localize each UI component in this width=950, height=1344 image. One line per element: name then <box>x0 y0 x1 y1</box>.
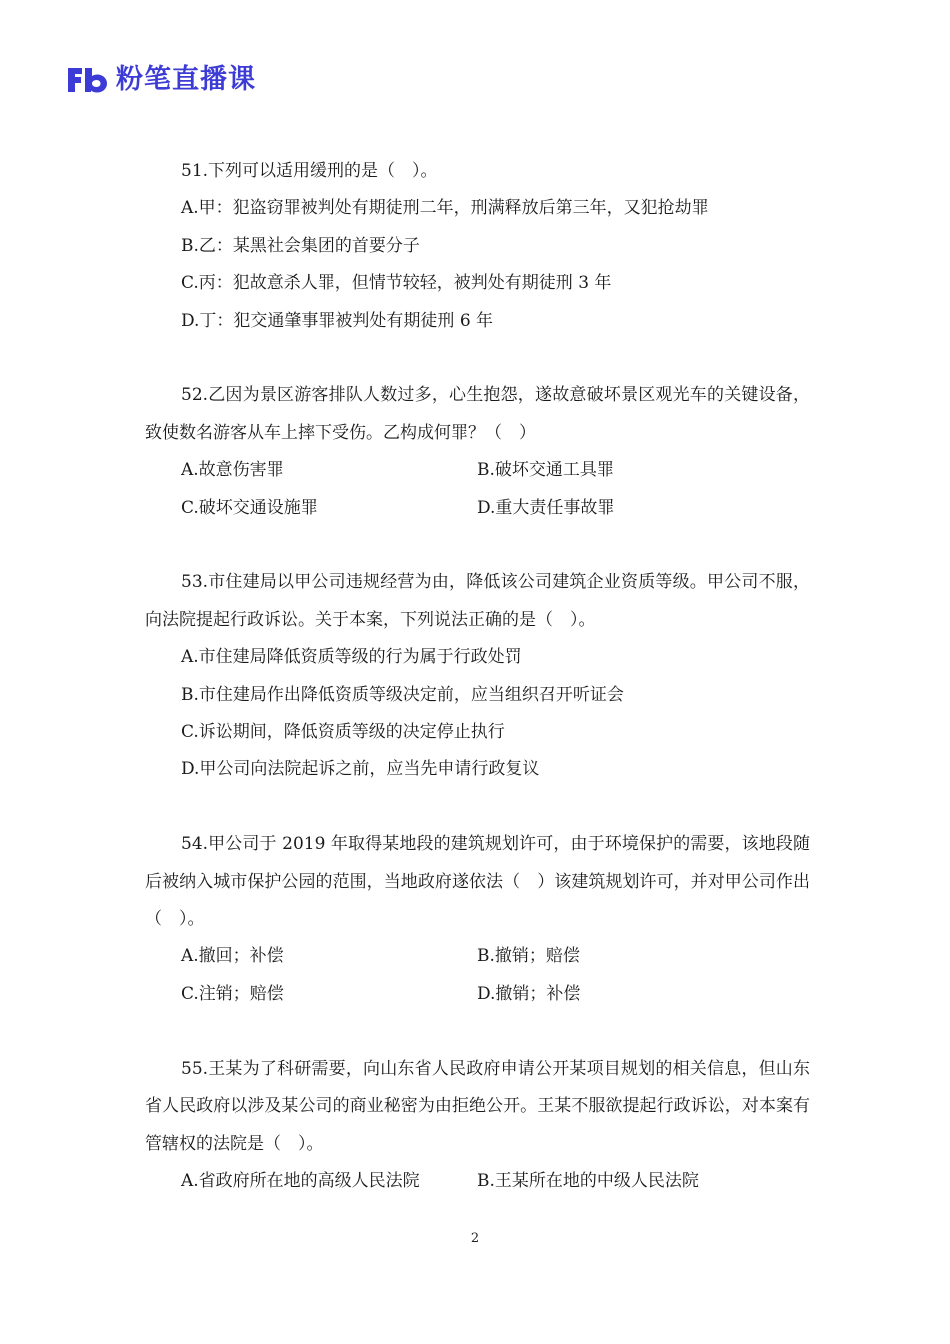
option-b: B.市住建局作出降低资质等级决定前，应当组织召开听证会 <box>181 684 624 705</box>
option-d: D.丁：犯交通肇事罪被判处有期徒刑 6 年 <box>181 310 494 331</box>
question-stem: 52.乙因为景区游客排队人数过多，心生抱怨，遂故意破坏景区观光车的关键设备，致使数名游客从车上摔下受伤。乙构成何罪？（ ） <box>145 385 810 443</box>
option-c: C.破坏交通设施罪 <box>181 497 318 518</box>
question-list <box>145 153 810 1238</box>
fb-logo-icon <box>66 66 110 94</box>
option-row <box>145 1163 810 1200</box>
option-b: B.王某所在地的中级人民法院 <box>477 1170 699 1191</box>
option-row <box>145 490 810 527</box>
option-row <box>145 976 810 1013</box>
brand-name: 粉笔直播课 <box>116 64 256 95</box>
option-a: A.故意伤害罪 <box>181 460 284 481</box>
option-d: D.撤销；补偿 <box>477 983 581 1004</box>
question-stem: 53.市住建局以甲公司违规经营为由，降低该公司建筑企业资质等级。甲公司不服，向法院提起行政诉讼。关于本案，下列说法正确的是（ ）。 <box>145 572 810 630</box>
question-stem: 55.王某为了科研需要，向山东省人民政府申请公开某项目规划的相关信息，但山东省人民政府以涉及某公司的商业秘密为由拒绝公开。王某不服欲提起行政诉讼，对本案有管辖权的法院是（ ）。 <box>145 1058 810 1154</box>
question-51 <box>145 153 810 340</box>
option-b: B.乙：某黑社会集团的首要分子 <box>181 235 420 256</box>
option-c: C.注销；赔偿 <box>181 983 284 1004</box>
option-c: C.诉讼期间，降低资质等级的决定停止执行 <box>181 722 505 743</box>
option-b: B.撤销；赔偿 <box>477 946 580 967</box>
option-b: B.破坏交通工具罪 <box>477 460 614 481</box>
question-55 <box>145 1051 810 1201</box>
option-a: A.省政府所在地的高级人民法院 <box>181 1170 420 1191</box>
page-number: 2 <box>470 1231 480 1246</box>
option-d: D.甲公司向法院起诉之前，应当先申请行政复议 <box>181 759 540 780</box>
question-53 <box>145 564 810 788</box>
question-54 <box>145 826 810 1013</box>
option-a: A.撤回；补偿 <box>181 946 284 967</box>
option-a: A.市住建局降低资质等级的行为属于行政处罚 <box>181 647 522 668</box>
question-52 <box>145 377 810 527</box>
option-c: C.丙：犯故意杀人罪，但情节较轻，被判处有期徒刑 3 年 <box>181 273 612 294</box>
option-a: A.甲：犯盗窃罪被判处有期徒刑二年，刑满释放后第三年，又犯抢劫罪 <box>181 198 709 219</box>
option-row <box>145 938 810 975</box>
question-stem: 54.甲公司于 2019 年取得某地段的建筑规划许可，由于环境保护的需要，该地段随后被纳入城市保护公园的范围，当地政府遂依法（ ）该建筑规划许可，并对甲公司作出（ ）。 <box>145 834 810 930</box>
brand-logo <box>66 62 256 98</box>
question-stem: 51.下列可以适用缓刑的是（ ）。 <box>181 161 438 181</box>
option-row <box>145 452 810 489</box>
option-d: D.重大责任事故罪 <box>477 497 615 518</box>
